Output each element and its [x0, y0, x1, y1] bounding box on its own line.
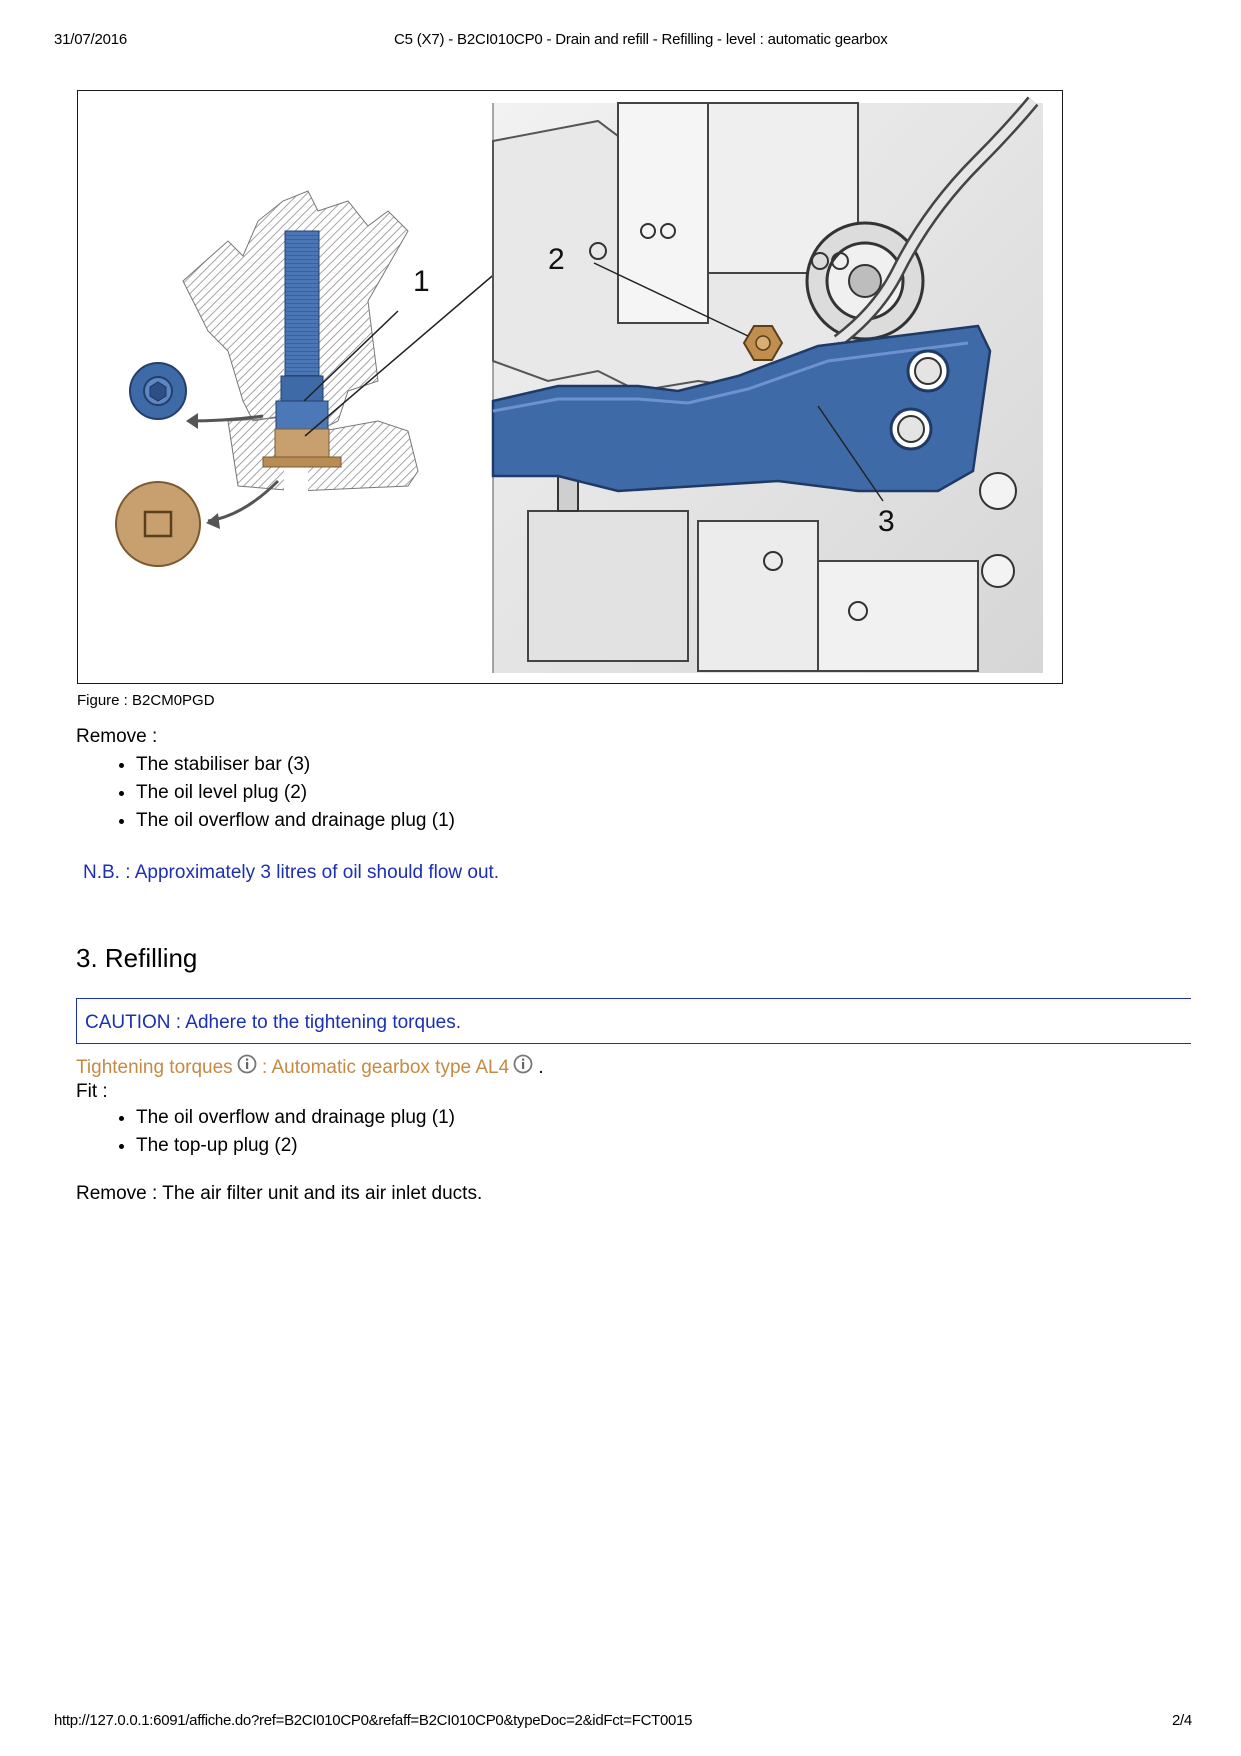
torque-line — [76, 1054, 544, 1079]
callout-1: 1 — [413, 265, 430, 298]
remove-list — [76, 751, 455, 835]
figure-illustration — [77, 90, 1063, 684]
footer-url: http://127.0.0.1:6091/affiche.do?ref=B2CI010CP0&refaff=B2CI010CP0&typeDoc=2&idFct=FCT0015 — [54, 1712, 693, 1729]
fit-list — [76, 1104, 455, 1160]
list-item: • The oil level plug (2) — [136, 779, 455, 807]
square-plug-detail — [116, 481, 278, 566]
info-icon[interactable] — [237, 1054, 257, 1074]
list-item: • The oil overflow and drainage plug (1) — [136, 807, 455, 835]
nb-note: N.B. : Approximately 3 litres of oil should flow out. — [83, 862, 500, 883]
list-item: • The oil overflow and drainage plug (1) — [136, 1104, 455, 1132]
header-date: 31/07/2016 — [54, 31, 128, 48]
end-period: . — [533, 1057, 544, 1078]
header-title: C5 (X7) - B2CI010CP0 - Drain and refill - Refilling - level : automatic gearbox — [394, 31, 888, 48]
list-item: • The stabiliser bar (3) — [136, 751, 455, 779]
torque-separator: : — [256, 1057, 272, 1078]
callout-2: 2 — [548, 243, 565, 276]
remove-air-filter-text: Remove : The air filter unit and its air inlet ducts. — [76, 1183, 483, 1204]
gearbox-type-link[interactable]: Automatic gearbox type AL4 — [271, 1057, 510, 1078]
caution-box — [76, 998, 1191, 1044]
tightening-torques-link[interactable]: Tightening torques — [76, 1057, 233, 1078]
section-heading: 3. Refilling — [76, 943, 198, 973]
figure-caption: Figure : B2CM0PGD — [77, 692, 215, 709]
footer-page-number: 2/4 — [1172, 1712, 1192, 1729]
info-icon[interactable] — [513, 1054, 533, 1074]
caution-text: CAUTION : Adhere to the tightening torques. — [85, 1012, 461, 1033]
callout-3: 3 — [878, 505, 895, 538]
remove-label: Remove : — [76, 726, 158, 747]
list-item: • The top-up plug (2) — [136, 1132, 455, 1160]
fit-label: Fit : — [76, 1081, 108, 1102]
